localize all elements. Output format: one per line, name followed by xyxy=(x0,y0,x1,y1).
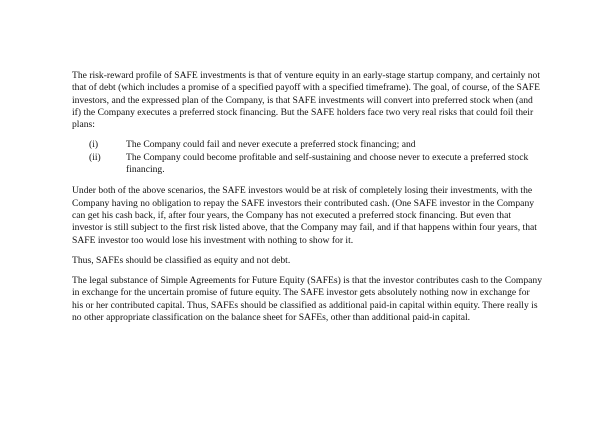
risk-list xyxy=(72,139,542,176)
list-item-text: The Company could become profitable and self-sustaining and choose never to execute a preferred stock financing. xyxy=(126,151,529,176)
paragraph-scenarios: Under both of the above scenarios, the SAFE investors would be at risk of completely losing their investments, with the Company having no obligation to repay the SAFE investors their contributed cash. (One SAFE investor in the Company can get his cash back, if, after four years, the Company has not executed a preferred stock financing. But even that investor is still subject to the first risk listed above, that the Company may fail, and if that happens within four years, that SAFE investor too would lose his investment with nothing to show for it. xyxy=(72,185,537,246)
list-item xyxy=(89,152,542,177)
list-marker: (i) xyxy=(89,139,99,151)
list-marker: (ii) xyxy=(89,151,101,163)
document-page xyxy=(72,70,542,332)
paragraph-legal-substance: The legal substance of Simple Agreements for Future Equity (SAFEs) is that the investor contributes cash to the Company in exchange for the uncertain promise of future equity. The SAFE investor gets absolutely nothing now in exchange for his or her contributed capital. Thus, SAFEs should be classified as additional paid-in capital within equity. There really is no other appropriate classification on the balance sheet for SAFEs, other than additional paid-in capital. xyxy=(72,275,543,324)
paragraph-risk-reward: The risk-reward profile of SAFE investments is that of venture equity in an early-stage startup company, and certainly not that of debt (which includes a promise of a specified payoff with a specified timeframe). The goal, of course, of the SAFE investors, and the expressed plan of the Company, is that SAFE investments will convert into preferred stock when (and if) the Company executes a preferred stock financing. But the SAFE holders face two very real risks that could foil their plans: xyxy=(72,70,541,131)
list-item xyxy=(89,139,542,151)
paragraph-conclusion: Thus, SAFEs should be classified as equity and not debt. xyxy=(72,254,291,266)
list-item-text: The Company could fail and never execute a preferred stock financing; and xyxy=(126,139,416,151)
